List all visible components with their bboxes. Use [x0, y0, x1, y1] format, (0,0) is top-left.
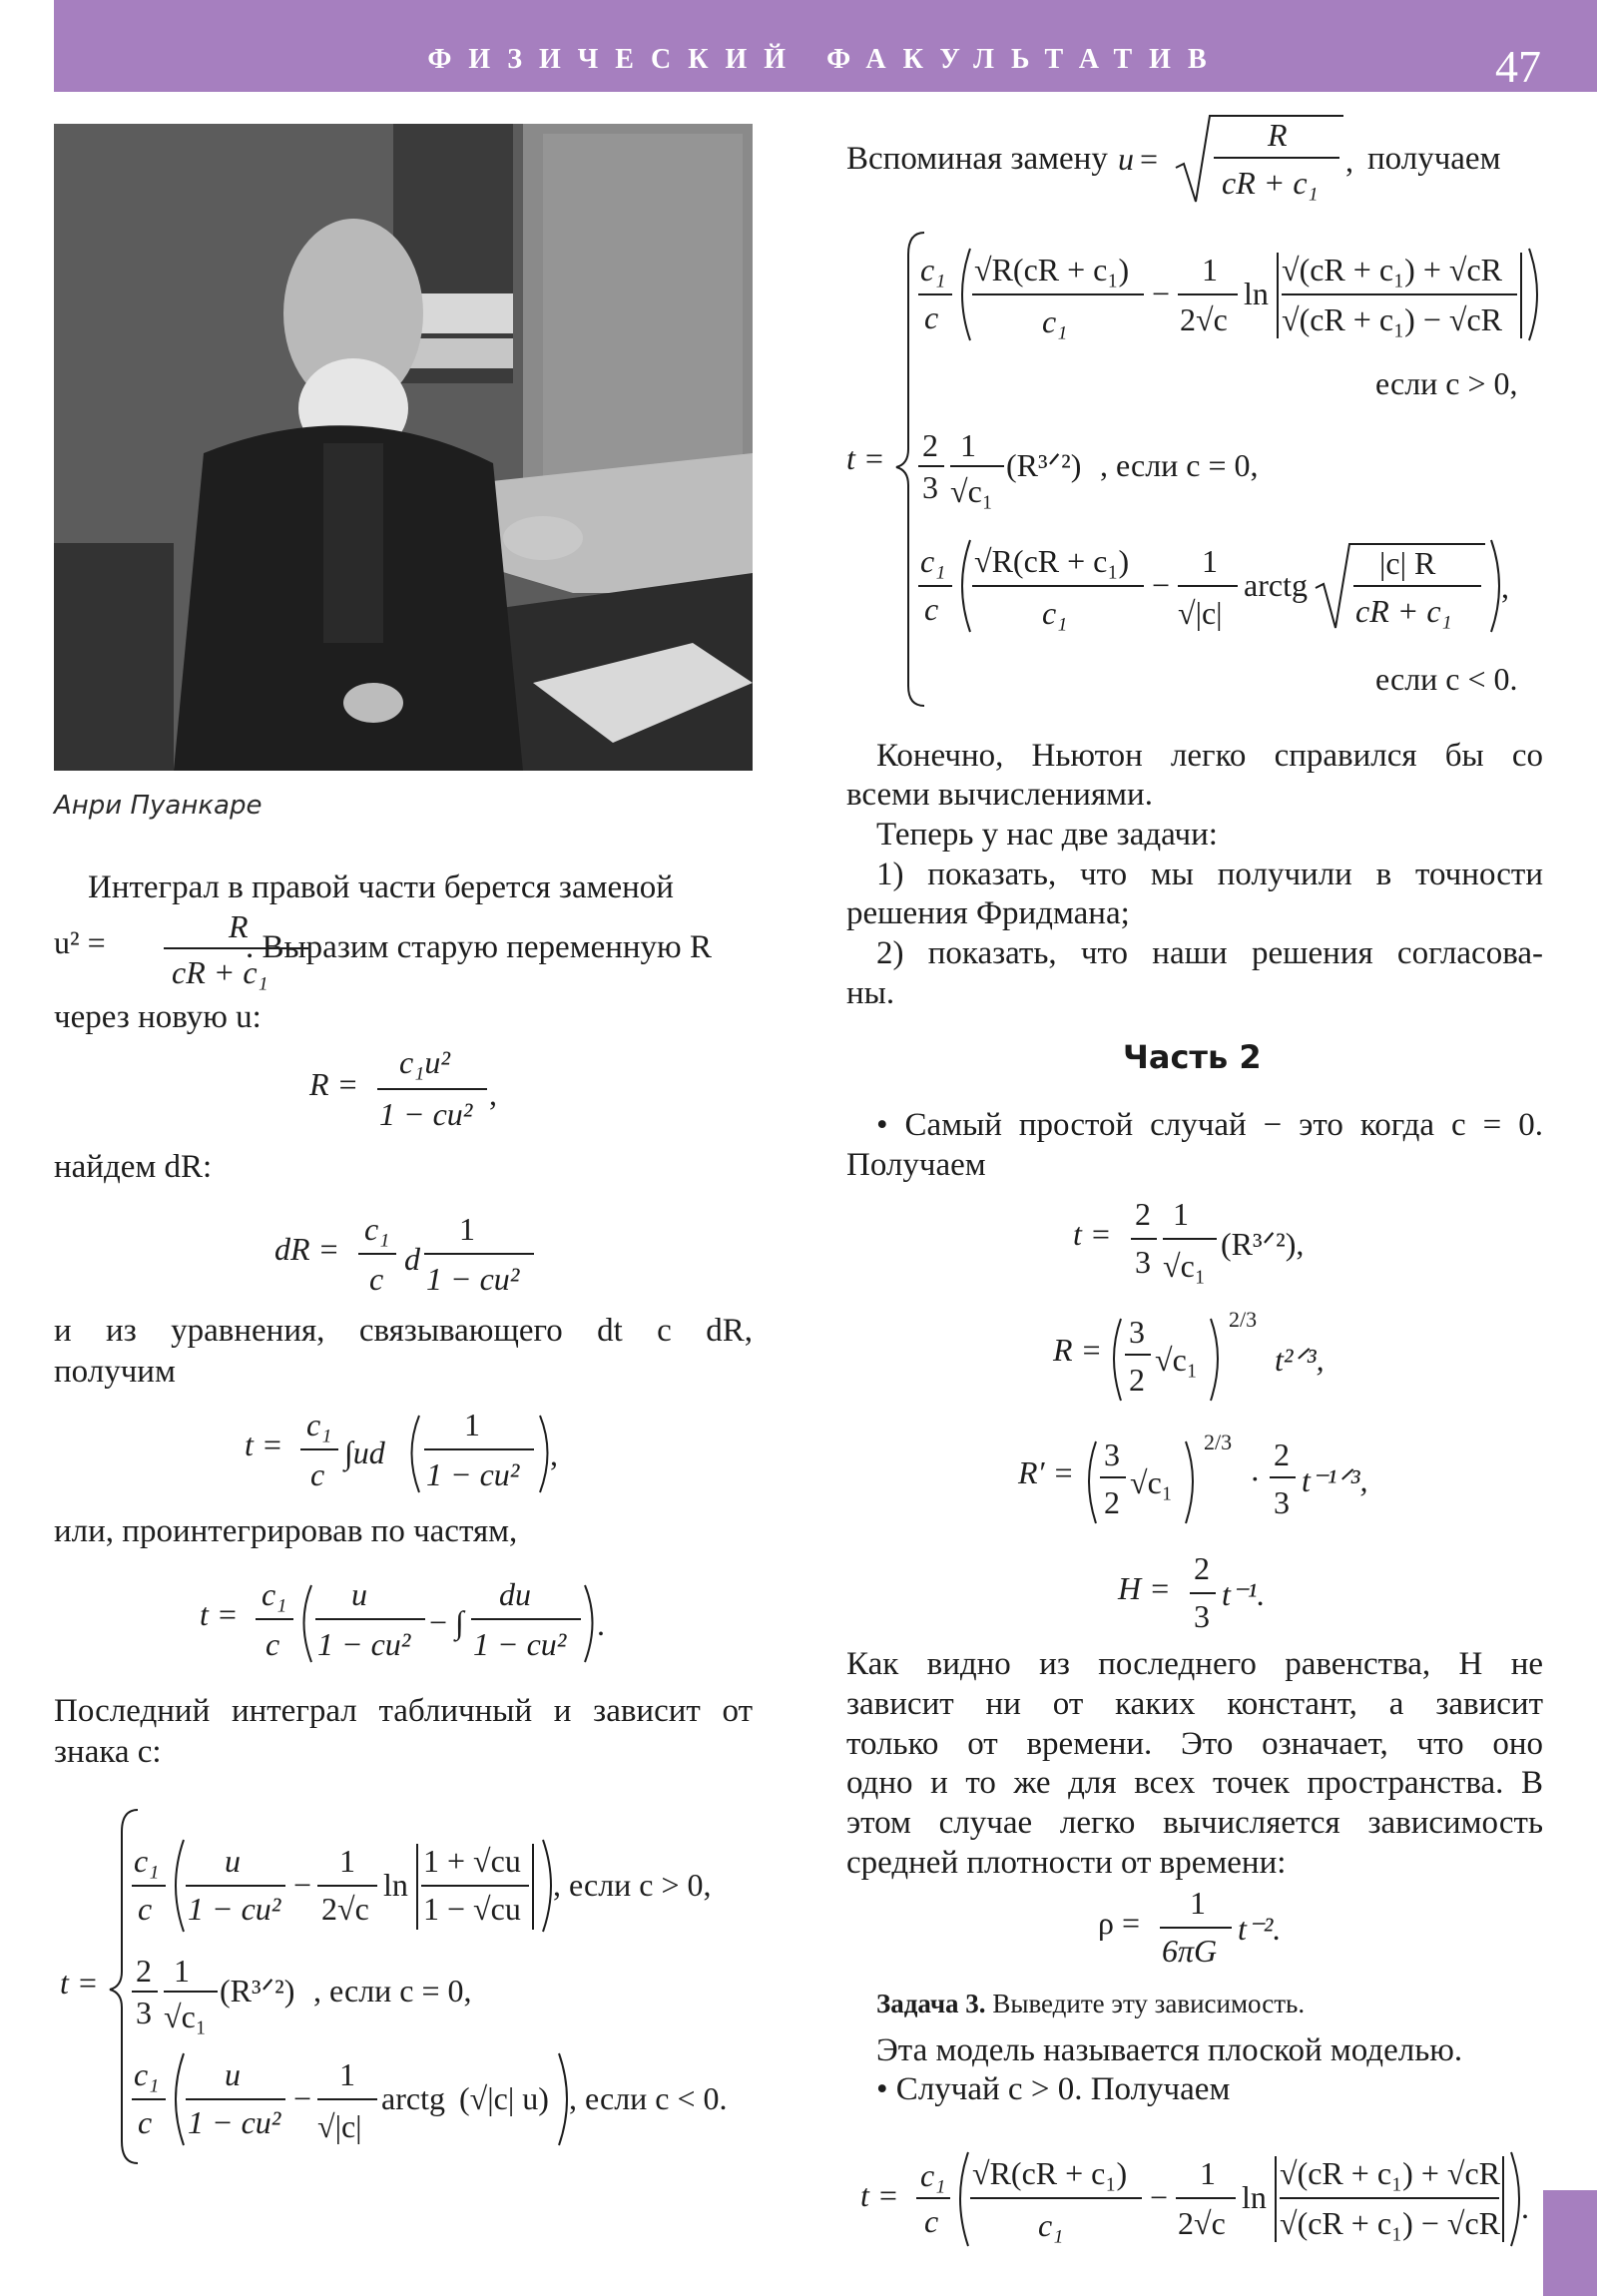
svg-text:R: R [1268, 117, 1288, 153]
svg-text:(R³ᐟ²): (R³ᐟ²) [1006, 447, 1082, 483]
svg-text:2√c: 2√c [1180, 301, 1228, 337]
right-p6f: средней плотности от времени: [846, 1845, 1287, 1881]
svg-text:c₁u²: c₁u² [399, 1044, 450, 1080]
left-p1b: . Выразим старую переменную R [246, 929, 712, 965]
svg-text:,: , [1345, 143, 1353, 179]
right-p4b: ны. [846, 975, 895, 1011]
svg-text:−: − [293, 2080, 312, 2116]
right-p2: Теперь у нас две задачи: [876, 817, 1218, 853]
task-label: Задача 3. [876, 1989, 986, 2018]
svg-text:1: 1 [174, 1953, 190, 1989]
svg-text:∫ud: ∫ud [344, 1435, 385, 1470]
svg-text:t =: t = [846, 440, 885, 476]
svg-text:c₁: c₁ [920, 252, 946, 287]
svg-text:3: 3 [1274, 1484, 1290, 1520]
piecewise-left [60, 1802, 759, 2175]
svg-text:1 − cu²: 1 − cu² [473, 1626, 567, 1662]
formula-flat-t [1073, 1193, 1342, 1297]
svg-text:c₁: c₁ [1042, 303, 1068, 339]
svg-text:(R³ᐟ²),: (R³ᐟ²), [1221, 1226, 1305, 1262]
svg-text:1 − cu²: 1 − cu² [379, 1096, 473, 1132]
svg-text:du: du [499, 1576, 531, 1612]
right-p6c: только от времени. Это означает, что оно [846, 1726, 1543, 1762]
svg-text:ln: ln [1244, 276, 1269, 311]
svg-text:t =: t = [245, 1427, 283, 1462]
svg-text:t =: t = [200, 1596, 239, 1632]
svg-text:2: 2 [1274, 1436, 1290, 1472]
svg-text:1 + √cu: 1 + √cu [423, 1843, 521, 1879]
svg-text:√|c|: √|c| [1178, 595, 1223, 631]
svg-text:−: − [1152, 276, 1171, 311]
svg-text:c: c [924, 2203, 939, 2239]
svg-text:√R(cR + c₁): √R(cR + c₁) [974, 252, 1130, 287]
svg-text:1: 1 [1202, 252, 1218, 287]
svg-text:1: 1 [459, 1211, 475, 1247]
right-p3b: решения Фридмана; [846, 895, 1130, 931]
svg-text:2: 2 [1104, 1484, 1120, 1520]
left-p2: найдем dR: [54, 1149, 213, 1185]
svg-text:u: u [225, 2056, 241, 2092]
svg-text:2: 2 [922, 427, 938, 463]
photo-caption: Анри Пуанкаре [54, 791, 263, 821]
journal-section-title: ФИЗИЧЕСКИЙ ФАКУЛЬТАТИВ [427, 44, 1224, 75]
formula-closed-positive [860, 2136, 1539, 2270]
left-p1a: Интеграл в правой части берется заменой [88, 869, 674, 905]
svg-text:−: − [1152, 567, 1171, 603]
right-p5: • Самый простой случай − это когда c = 0. [876, 1107, 1543, 1143]
svg-text:u: u [1118, 141, 1134, 177]
formula-flat-H [1118, 1547, 1337, 1651]
right-p6: Как видно из последнего равенства, H не [846, 1646, 1543, 1682]
task-text: Выведите эту зависимость. [992, 1989, 1306, 2018]
svg-text:3: 3 [136, 1995, 152, 2030]
left-p4: или, проинтегрировав по частям, [54, 1513, 518, 1549]
svg-text:t²ᐟ³,: t²ᐟ³, [1275, 1342, 1325, 1378]
svg-text:c₁: c₁ [306, 1407, 332, 1442]
right-p1b: всеми вычислениями. [846, 777, 1153, 813]
svg-text:arctg: arctg [1244, 567, 1308, 603]
right-p5b: Получаем [846, 1147, 986, 1183]
svg-text:c: c [138, 1891, 153, 1927]
svg-text:2/3: 2/3 [1204, 1430, 1233, 1454]
svg-text:c₁: c₁ [920, 543, 946, 579]
formula-t-parts [200, 1567, 629, 1681]
svg-text:u: u [225, 1843, 241, 1879]
svg-text:H =: H = [1118, 1570, 1171, 1606]
svg-text:−: − [1150, 2179, 1169, 2215]
svg-text:c: c [924, 299, 939, 335]
svg-text:1 − cu²: 1 − cu² [317, 1626, 411, 1662]
right-p6b: зависит ни от каких констант, а зависит [846, 1686, 1543, 1722]
svg-text:c₁: c₁ [134, 2056, 160, 2092]
svg-text:1: 1 [1173, 1196, 1189, 1232]
svg-text:6πG: 6πG [1162, 1933, 1218, 1969]
svg-text:c: c [138, 2104, 153, 2140]
piecewise-right [846, 225, 1545, 718]
svg-text:√(cR + c₁) + √cR: √(cR + c₁) + √cR [1280, 2155, 1500, 2191]
svg-text:√R(cR + c₁): √R(cR + c₁) [974, 543, 1130, 579]
svg-text:если c > 0,: если c > 0, [1375, 365, 1518, 401]
sub-num: R [229, 908, 249, 944]
svg-text:1: 1 [464, 1407, 480, 1442]
svg-text:3: 3 [1135, 1244, 1151, 1280]
svg-text:ln: ln [383, 1867, 408, 1903]
svg-text:2: 2 [1194, 1550, 1210, 1586]
sub-lhs: u² = [54, 924, 106, 960]
task-3 [876, 1985, 1305, 2023]
svg-text:c₁: c₁ [1042, 595, 1068, 631]
svg-text:, если c > 0,: , если c > 0, [553, 1867, 712, 1903]
svg-text:√R(cR + c₁): √R(cR + c₁) [972, 2155, 1128, 2191]
right-p8: • Случай c > 0. Получаем [876, 2071, 1231, 2107]
left-p3b: получим [54, 1354, 176, 1390]
page-number: 47 [1495, 41, 1541, 92]
svg-text:2: 2 [136, 1953, 152, 1989]
svg-text:1 − cu²: 1 − cu² [188, 2104, 281, 2140]
svg-text:t =: t = [60, 1965, 99, 2001]
right-p0b: получаем [1367, 141, 1501, 177]
svg-text:, если c < 0.: , если c < 0. [569, 2080, 728, 2116]
formula-R [309, 1043, 509, 1147]
svg-text:√c₁: √c₁ [950, 473, 993, 509]
svg-text:|c| R: |c| R [1379, 545, 1436, 581]
right-p1: Конечно, Ньютон легко справился бы со [876, 738, 1543, 774]
svg-text:(√|c| u): (√|c| u) [459, 2080, 549, 2116]
svg-text:c₁: c₁ [262, 1576, 287, 1612]
svg-text:1 − cu²: 1 − cu² [188, 1891, 281, 1927]
svg-text:t⁻¹.: t⁻¹. [1222, 1576, 1266, 1612]
svg-text:·: · [1250, 1460, 1261, 1496]
svg-text:u: u [351, 1576, 367, 1612]
formula-u [1118, 110, 1367, 214]
svg-text:1 − √cu: 1 − √cu [423, 1891, 521, 1927]
svg-text:=: = [1140, 141, 1159, 177]
svg-text:,: , [1501, 569, 1509, 605]
right-p4: 2) показать, что наши решения согласова- [876, 935, 1543, 971]
svg-text:√c₁: √c₁ [1130, 1464, 1173, 1500]
right-p7: Эта модель называется плоской моделью. [876, 2032, 1463, 2068]
svg-text:dR =: dR = [274, 1231, 340, 1267]
svg-text:1: 1 [960, 427, 976, 463]
svg-text:√(cR + c₁) − √cR: √(cR + c₁) − √cR [1282, 301, 1502, 337]
svg-text:c: c [310, 1456, 325, 1492]
svg-text:1: 1 [1200, 2155, 1216, 2191]
formula-flat-Rprime [1018, 1426, 1377, 1539]
svg-text:.: . [597, 1606, 605, 1642]
svg-text:√(cR + c₁) − √cR: √(cR + c₁) − √cR [1280, 2205, 1500, 2241]
svg-text:,: , [550, 1436, 558, 1472]
portrait-photo [54, 124, 753, 771]
right-p6d: одно и то же для всех точек пространства. В [846, 1765, 1543, 1801]
svg-text:ln: ln [1242, 2179, 1267, 2215]
svg-text:√(cR + c₁) + √cR: √(cR + c₁) + √cR [1282, 252, 1502, 287]
formula-rho [1098, 1882, 1337, 1986]
svg-text:c: c [369, 1261, 384, 1297]
svg-text:2: 2 [1129, 1362, 1145, 1398]
svg-text:√c₁: √c₁ [1155, 1342, 1198, 1378]
right-p0: Вспоминая замену [846, 141, 1108, 177]
formula-dR [274, 1208, 554, 1312]
right-p3: 1) показать, что мы получили в точности [876, 857, 1543, 892]
formula-flat-R [1053, 1303, 1352, 1417]
svg-text:c: c [924, 591, 939, 627]
svg-text:2: 2 [1135, 1196, 1151, 1232]
left-p5b: знака c: [54, 1734, 162, 1770]
svg-text:3: 3 [1129, 1314, 1145, 1350]
svg-text:1: 1 [339, 2056, 355, 2092]
svg-text:3: 3 [922, 469, 938, 505]
svg-text:1 − cu²: 1 − cu² [426, 1456, 520, 1492]
left-p5: Последний интеграл табличный и зависит от [54, 1693, 753, 1729]
svg-text:1: 1 [1190, 1885, 1206, 1921]
svg-text:1: 1 [1202, 543, 1218, 579]
svg-text:(R³ᐟ²): (R³ᐟ²) [220, 1973, 295, 2009]
svg-text:2√c: 2√c [321, 1891, 369, 1927]
svg-text:2/3: 2/3 [1229, 1307, 1258, 1332]
svg-text:c₁: c₁ [364, 1211, 390, 1247]
svg-text:, если c = 0,: , если c = 0, [1100, 447, 1259, 483]
svg-text:если c < 0.: если c < 0. [1375, 661, 1518, 697]
right-p6e: этом случае легко вычисляется зависимость [846, 1805, 1543, 1841]
portrait-image [54, 124, 753, 771]
svg-text:cR + c₁: cR + c₁ [1222, 165, 1319, 201]
svg-text:2√c: 2√c [1178, 2205, 1226, 2241]
svg-text:√c₁: √c₁ [164, 1999, 207, 2034]
svg-text:t⁻¹ᐟ³,: t⁻¹ᐟ³, [1302, 1462, 1368, 1498]
svg-text:d: d [404, 1241, 420, 1277]
svg-text:−: − [293, 1867, 312, 1903]
svg-text:c₁: c₁ [134, 1843, 160, 1879]
svg-text:3: 3 [1194, 1598, 1210, 1634]
svg-text:1 − cu²: 1 − cu² [426, 1261, 520, 1297]
svg-text:1: 1 [339, 1843, 355, 1879]
section-heading: Часть 2 [1123, 1038, 1262, 1076]
sub-den: cR + c₁ [172, 954, 268, 990]
formula-t-int [245, 1398, 584, 1511]
left-p1c: через новую u: [54, 999, 262, 1035]
svg-text:√c₁: √c₁ [1163, 1248, 1206, 1284]
left-p3: и из уравнения, связывающего dt с dR, [54, 1313, 753, 1349]
svg-text:ρ =: ρ = [1098, 1905, 1141, 1941]
svg-text:t =: t = [1073, 1216, 1112, 1252]
svg-text:R =: R = [309, 1066, 359, 1102]
svg-text:c₁: c₁ [920, 2157, 946, 2193]
svg-text:cR + c₁: cR + c₁ [1355, 593, 1452, 629]
corner-decoration [1543, 2190, 1597, 2296]
svg-text:− ∫: − ∫ [429, 1604, 464, 1640]
svg-text:R =: R = [1053, 1332, 1103, 1368]
svg-text:c₁: c₁ [1038, 2207, 1064, 2243]
svg-text:, если c = 0,: , если c = 0, [313, 1973, 472, 2009]
svg-text:c: c [266, 1626, 280, 1662]
running-header [54, 0, 1597, 92]
svg-text:,: , [489, 1076, 497, 1112]
svg-text:R′ =: R′ = [1018, 1454, 1075, 1490]
svg-text:arctg: arctg [381, 2080, 445, 2116]
svg-text:.: . [1521, 2189, 1529, 2225]
svg-text:t⁻².: t⁻². [1238, 1911, 1282, 1947]
svg-text:3: 3 [1104, 1436, 1120, 1472]
svg-text:√|c|: √|c| [317, 2108, 362, 2144]
svg-text:t =: t = [860, 2177, 899, 2213]
